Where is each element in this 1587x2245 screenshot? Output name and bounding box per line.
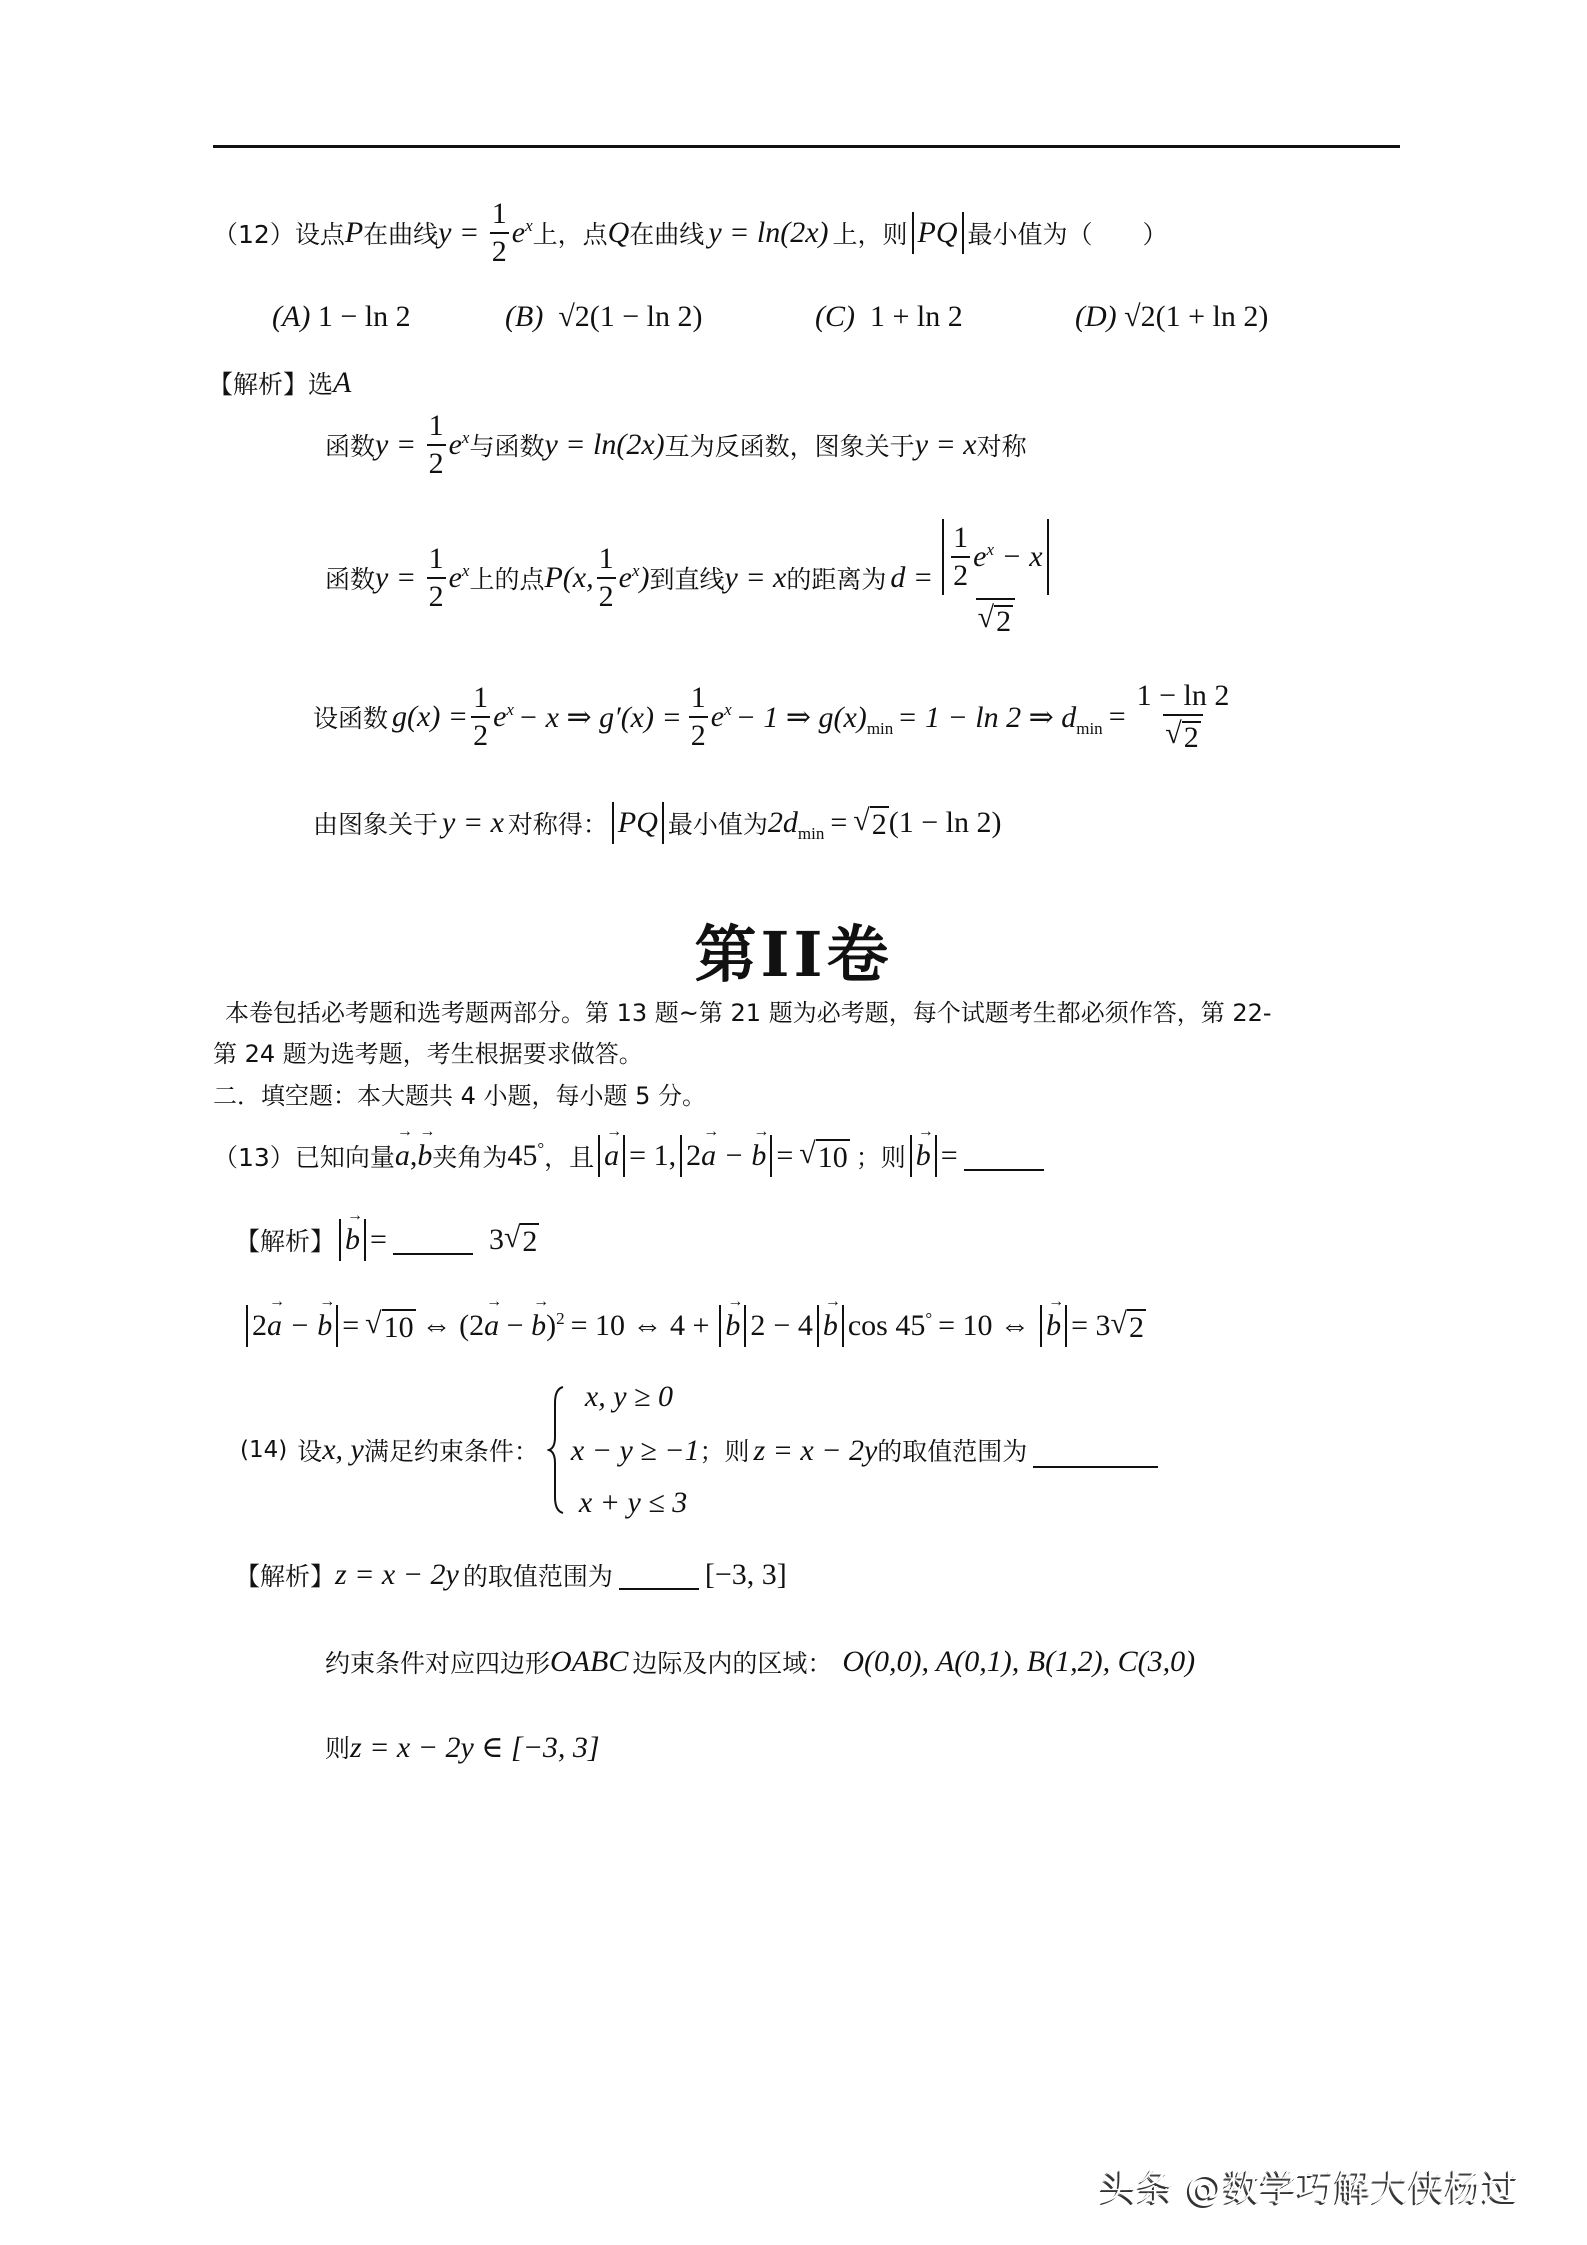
math-part: ⇔ (2 — [421, 1308, 485, 1342]
math-g: g(x) = — [392, 700, 469, 733]
abs-pq: PQ — [912, 212, 964, 254]
math-z: z = x − 2y — [335, 1558, 459, 1591]
q14-text: 满足约束条件： — [363, 1437, 539, 1466]
point-q: Q — [607, 215, 630, 249]
math-2dmin: $2d_{min}$ — [767, 806, 825, 843]
exp-ex: $e^x$ — [710, 700, 732, 733]
q13-derivation: 2→ a − → b = √ 10 ⇔ (2 → a − → b )$^2$ = 10 ⇔ 4 + → b 2 − 4 → b cos 45° = 10 ⇔ → b = 3 √ 2 — [242, 1298, 1146, 1353]
answer-range: [−3, 3] — [704, 1558, 787, 1591]
q13-text: 已知向量 — [294, 1142, 395, 1172]
math-dmin: = 1 − ln 2 ⇒ $d_{min}$ — [897, 700, 1103, 738]
answer-blank[interactable] — [1033, 1438, 1158, 1468]
math-part: = 10 ⇔ 4 + — [570, 1308, 710, 1342]
math-gmin: − 1 ⇒ $g(x)_{min}$ — [735, 700, 894, 738]
math-part: = 3 — [1071, 1308, 1111, 1342]
answer-blank[interactable] — [964, 1141, 1044, 1171]
equals: = — [1108, 700, 1126, 733]
exp-ex: $e^x$ — [511, 215, 533, 249]
math-y-eq: y = — [375, 428, 424, 461]
math-y-eq: y = — [375, 561, 424, 594]
distance-fraction: $\frac{1}{2}$ $e^x - x$ √ 2 — [936, 519, 1054, 637]
q12-text: 上，点 — [532, 219, 608, 249]
math-part: − 4 — [773, 1308, 813, 1342]
step-text: 互为反函数，图象关于 — [664, 432, 915, 461]
abs-pq: PQ — [612, 802, 664, 844]
answer-text: 选 — [308, 370, 334, 399]
step-text: 对称 — [976, 432, 1027, 461]
q13-number: （13） — [213, 1142, 295, 1172]
constraint-1: x, y ≥ 0 — [584, 1380, 673, 1413]
exp-ex: $e^x$) — [618, 561, 650, 594]
analysis-label: 【解析】 — [208, 370, 309, 399]
q12-step-4 — [313, 798, 1002, 848]
left-brace-icon — [547, 1385, 567, 1515]
option-a: (A) 1 − ln 2 — [272, 300, 411, 333]
header-rule — [213, 145, 1400, 148]
q13-analysis — [235, 1212, 539, 1267]
comma: , — [409, 1138, 418, 1172]
step-text: 最小值为 — [667, 810, 768, 839]
q13-text: ；则 — [855, 1142, 906, 1172]
q12-text: 上，则 — [832, 219, 908, 249]
analysis-label: 【解析】 — [235, 1226, 336, 1256]
q13-text: 夹角为 — [432, 1142, 508, 1172]
sqrt-10: √ 10 — [365, 1306, 414, 1344]
q14-text: 则 — [325, 1734, 351, 1763]
q14-text: 的取值范围为 — [462, 1562, 613, 1591]
q13-text: ，且 — [544, 1142, 595, 1172]
answer-sqrt: √ 2 — [1110, 1306, 1144, 1344]
exp-ex: $e^x$ — [448, 561, 470, 594]
exp-ex: $e^x$ — [448, 428, 470, 461]
equals: = — [776, 1138, 794, 1172]
math-vars: x, y — [322, 1433, 364, 1466]
q14-region — [325, 1637, 1195, 1687]
part-title: 二．填空题：本大题共 4 小题，每小题 5 分。 — [213, 1082, 707, 1110]
abs-b: → b — [910, 1135, 937, 1177]
angle: 45° — [507, 1138, 545, 1172]
region-name: OABC — [550, 1645, 629, 1678]
exp-ex: $e^x$ — [493, 700, 514, 733]
step-text: 函数 — [325, 565, 376, 594]
watermark: 头条 @数学巧解大侠杨过 — [1100, 2168, 1520, 2209]
abs-b: → b — [339, 1219, 366, 1261]
abs-b: → b — [719, 1305, 746, 1347]
analysis-label: 【解析】 — [235, 1562, 336, 1591]
abs-2a-minus-b: 2→ a − → b — [680, 1135, 772, 1177]
answer-blank — [393, 1225, 473, 1255]
math-part: = 10 ⇔ — [938, 1308, 1031, 1342]
answer-sqrt: √ 2 — [503, 1220, 538, 1258]
point-p: P — [344, 215, 364, 249]
vector-a: → a — [484, 1309, 499, 1343]
step-text: 函数 — [325, 432, 376, 461]
vertices: O(0,0), A(0,1), B(1,2), C(3,0) — [842, 1645, 1196, 1678]
abs-b: → b — [817, 1305, 844, 1347]
q14-stem — [240, 1380, 1164, 1520]
math-y-eq: y = — [438, 215, 487, 249]
fraction-half: $\frac{1}{2}$ — [598, 542, 614, 613]
step-text: 的距离为 — [786, 565, 887, 594]
section-intro-line1: 本卷包括必考题和选考题两部分。第 13 题~第 21 题为必考题，每个试题考生都必须作答，第 22- — [225, 999, 1272, 1027]
constraint-3: x + y ≤ 3 — [578, 1486, 688, 1519]
q12-step-1 — [325, 405, 1027, 485]
section-heading: 第II卷 — [694, 918, 893, 991]
math-part: )$^2$ — [546, 1308, 565, 1342]
q14-analysis — [235, 1550, 787, 1600]
constraint-system — [571, 1380, 1164, 1520]
answer-choice: A — [333, 366, 352, 399]
math-eq: = 1, — [629, 1138, 677, 1172]
step-text: 到直线 — [649, 565, 725, 594]
math-ln: y = ln(2x) — [544, 428, 665, 461]
q12-text: 设点 — [294, 219, 345, 249]
abs-2a-minus-b: 2→ a − → b — [246, 1305, 338, 1347]
step-text: 与函数 — [469, 432, 545, 461]
q12-analysis-header — [208, 365, 351, 401]
option-d: (D) √2(1 + ln 2) — [1075, 300, 1269, 333]
q12-step-3 — [313, 672, 1234, 762]
step-text: 上的点 — [469, 565, 545, 594]
math-gprime: − x ⇒ g′(x) = — [517, 700, 682, 734]
fraction-half: $\frac{1}{2}$ — [428, 542, 444, 613]
fraction-half: $\frac{1}{2}$ — [491, 196, 507, 268]
equals: = — [342, 1308, 360, 1342]
abs-b: → b — [1040, 1305, 1067, 1347]
math-result: (1 − ln 2) — [888, 806, 1002, 839]
q14-text: 边际及内的区域： — [632, 1649, 833, 1678]
q14-conclusion — [325, 1722, 600, 1772]
step-text: 对称得： — [507, 810, 608, 839]
option-b: (B) √2(1 − ln 2) — [505, 300, 703, 333]
vector-b: → b — [417, 1139, 432, 1173]
equals: = — [830, 806, 848, 839]
sqrt-2: √ 2 — [853, 804, 887, 841]
q12-stem — [213, 195, 1168, 270]
answer-coef: 3 — [488, 1222, 504, 1256]
q12-text: 在曲线 — [629, 219, 705, 249]
constraint-2: x − y ≥ −1；则 z = x − 2y的取值范围为 — [571, 1432, 1164, 1468]
fraction-half: $\frac{1}{2}$ — [690, 681, 706, 752]
q13-stem — [213, 1128, 1050, 1183]
abs-a: → a — [598, 1135, 625, 1177]
q12-text: 在曲线 — [363, 219, 439, 249]
option-c: (C) 1 + ln 2 — [815, 300, 963, 333]
math-yx: y = x — [724, 561, 787, 594]
q14-text: 设 — [297, 1437, 323, 1466]
step-text: 设函数 — [313, 704, 389, 733]
dmin-fraction: 1 − ln 2 √ 2 — [1136, 679, 1230, 754]
step-text: 由图象关于 — [313, 810, 439, 839]
section-intro-line2: 第 24 题为选考题，考生根据要求做答。 — [213, 1040, 643, 1068]
q14-text: 约束条件对应四边形 — [325, 1649, 551, 1678]
math-yx: y = x — [914, 428, 977, 461]
math-yx: y = x — [442, 806, 504, 839]
q12-text: 最小值为（ ） — [967, 219, 1168, 249]
equals: = — [370, 1222, 387, 1256]
fraction-half: $\frac{1}{2}$ — [428, 409, 444, 480]
math-ln: y = ln(2x) — [708, 215, 829, 249]
sqrt-10: √ 10 — [799, 1136, 848, 1174]
fraction-half: $\frac{1}{2}$ — [473, 681, 489, 752]
vector-a: → a — [395, 1139, 410, 1173]
q12-number: （12） — [213, 219, 295, 249]
equals: = — [940, 1138, 958, 1172]
answer-blank — [619, 1560, 699, 1590]
vector-b: → b — [531, 1309, 546, 1343]
q14-number: (14) — [240, 1437, 288, 1463]
math-part: − — [499, 1308, 532, 1342]
conclusion: z = x − 2y ∈ [−3, 3] — [350, 1730, 600, 1764]
point-p-coords: P(x, — [544, 561, 594, 594]
q12-step-2 — [325, 508, 1058, 648]
math-d-eq: d = — [890, 561, 934, 594]
math-cos: cos 45° — [847, 1308, 933, 1342]
